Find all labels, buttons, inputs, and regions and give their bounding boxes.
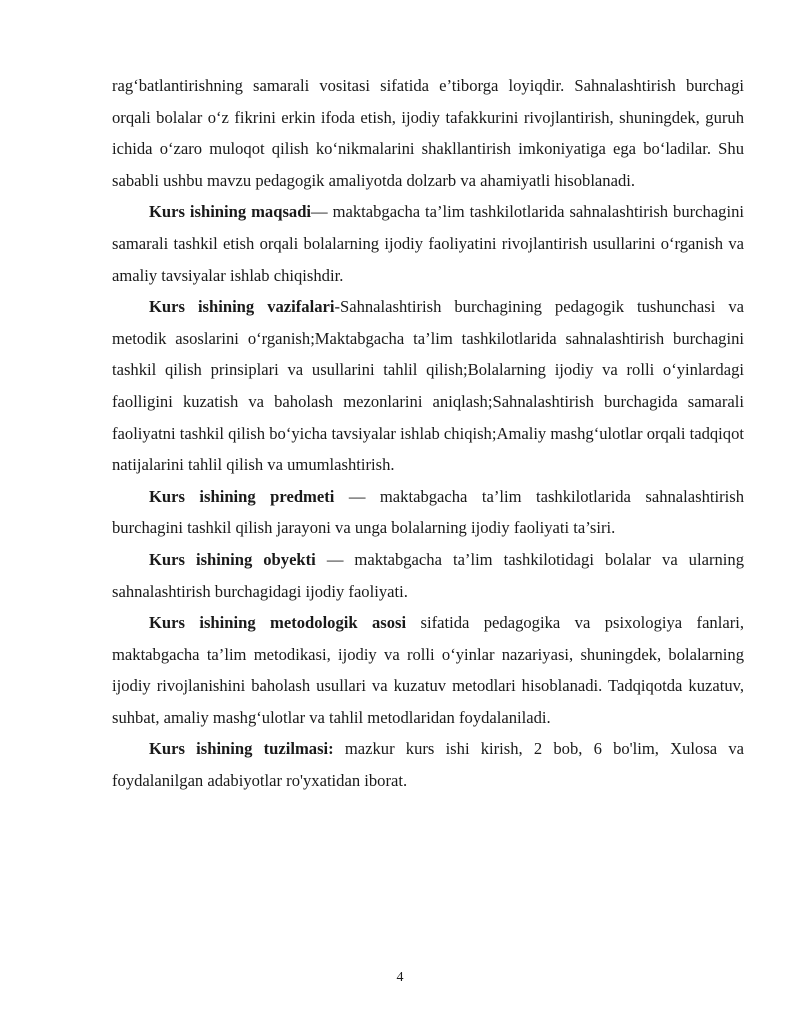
intro-paragraph (112, 70, 744, 196)
purpose-paragraph (112, 196, 744, 291)
subject-term: Kurs ishining predmeti (149, 486, 335, 506)
subject-text: — maktabgacha ta’lim tashkilotlarida sahnalashtirish burchagini tashkil qilish jarayoni va unga bolalarning ijodiy faoliyati ta’siri. (112, 486, 744, 538)
page-number: 4 (396, 970, 404, 985)
structure-text: mazkur kurs ishi kirish, 2 bob, 6 bo'lim, Xulosa va foydalanilgan adabiyotlar ro'yxatidan iborat. (112, 739, 744, 791)
object-paragraph (112, 544, 744, 607)
tasks-text: -Sahnalashtirish burchagining pedagogik tushunchasi va metodik asoslarini o‘rganish;Maktabgacha ta’lim tashkilotlarida sahnalashtirish burchagini tashkil qilish prinsiplari va usullarini tahlil qilish;Bolalarning ijodiy va rolli o‘yinlardagi faolligini kuzatish va baholash mezonlarini aniqlash;Sahnalashtirish burchagida samarali faoliyatni tashkil qilish bo‘yicha tavsiyalar ishlab chiqish;Amaliy mashg‘ulotlar orqali tadqiqot natijalarini tahlil qilish va umumlashtirish. (112, 297, 744, 475)
methodology-text: sifatida pedagogika va psixologiya fanlari, maktabgacha ta’lim metodikasi, ijodiy va rolli o‘yinlar nazariyasi, shuningdek, bolalarning ijodiy rivojlanishini baholash usullari va kuzatuv metodlari hisoblanadi. Tadqiqotda kuzatuv, suhbat, amaliy mashg‘ulotlar va tahlil metodlaridan foydalaniladi. (112, 613, 744, 727)
object-text: — maktabgacha ta’lim tashkilotidagi bolalar va ularning sahnalashtirish burchagidagi ijodiy faoliyati. (112, 549, 744, 601)
methodology-paragraph (112, 607, 744, 733)
subject-paragraph (112, 481, 744, 544)
structure-term: Kurs ishining tuzilmasi: (149, 739, 334, 759)
paragraph-text: rag‘batlantirishning samarali vositasi sifatida e’tiborga loyiqdir. Sahnalashtirish burchagi orqali bolalar o‘z fikrini erkin ifoda etish, ijodiy tafakkurini rivojlantirish, shuningdek, guruh ichida o‘zaro muloqot qilish ko‘nikmalarini shakllantirish imkoniyatiga ega bo‘ladilar. Shu sababli ushbu mavzu pedagogik amaliyotda dolzarb va ahamiyatli hisoblanadi. (112, 76, 744, 190)
tasks-paragraph (112, 291, 744, 481)
object-term: Kurs ishining obyekti (149, 549, 316, 569)
purpose-term: Kurs ishining maqsadi (149, 202, 312, 222)
purpose-text: — maktabgacha ta’lim tashkilotlarida sahnalashtirish burchagini samarali tashkil etish orqali bolalarning ijodiy faoliyatini rivojlantirish usullarini o‘rganish va amaliy tavsiyalar ishlab chiqishdir. (112, 202, 744, 285)
methodology-term: Kurs ishining metodologik asosi (149, 613, 407, 633)
document-body (112, 70, 744, 797)
tasks-term: Kurs ishining vazifalari (149, 297, 335, 317)
structure-paragraph (112, 733, 744, 796)
